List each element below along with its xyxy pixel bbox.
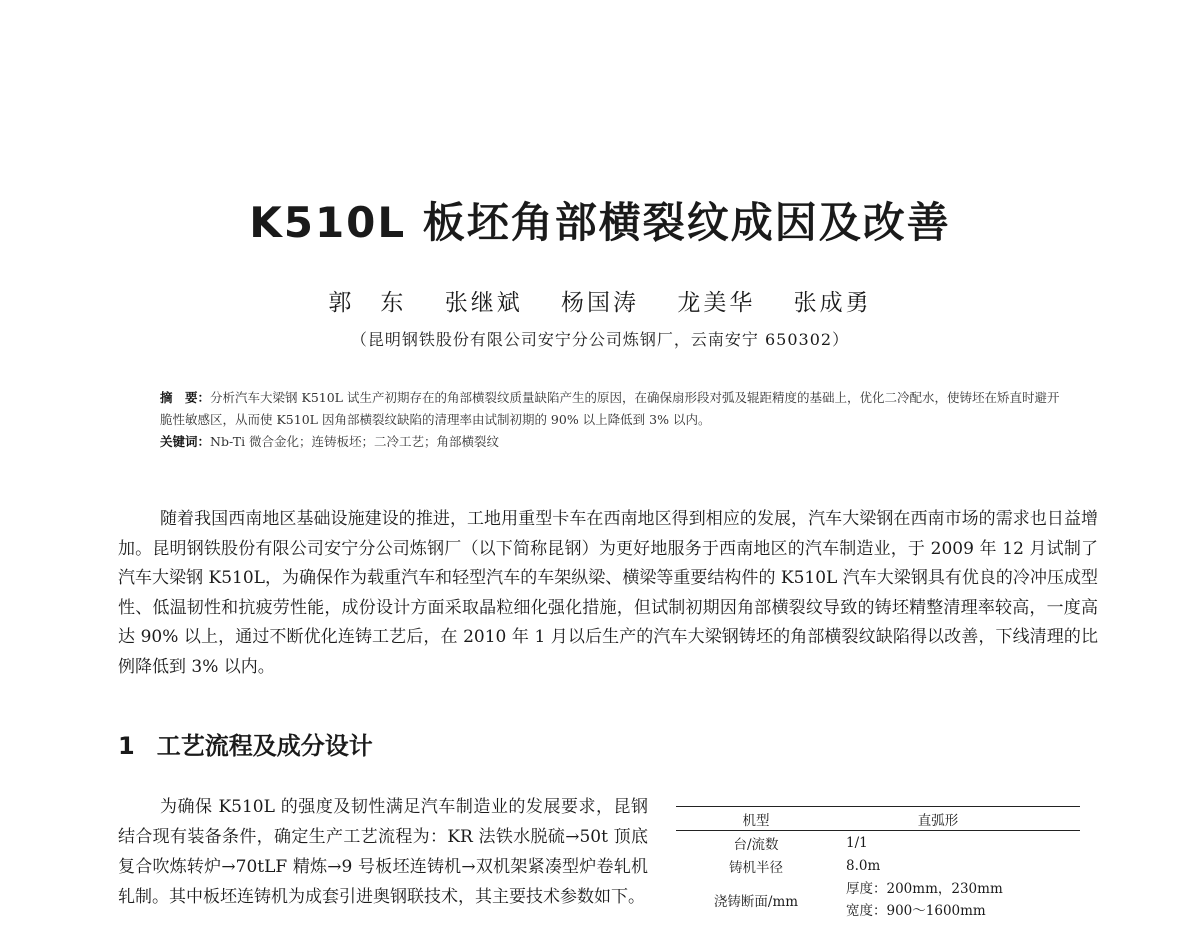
keywords-text: Nb-Ti 微合金化；连铸板坯；二冷工艺；角部横裂纹 (210, 434, 500, 449)
section-thickness: 厚度：200mm，230mm (846, 881, 1003, 897)
abstract-text: 分析汽车大梁钢 K510L 试生产初期存在的角部横裂纹质量缺陷产生的原因，在确保扇形段对弧及辊距精度的基础上，优化二冷配水，使铸坯在矫直时避开脆性敏感区，从而使 K510L 因角部横裂纹缺陷的清理率由试制初期的 90% 以上降低到 3% 以内。 (160, 390, 1060, 427)
table-header-label: 机型 (742, 812, 770, 829)
table-header-row (676, 807, 1080, 830)
table-cell-value: 1/1 (846, 834, 868, 851)
keywords (160, 431, 1060, 453)
table-cell-label: 铸机半径 (729, 859, 783, 876)
abstract (160, 387, 1060, 431)
abstract-block (160, 387, 1060, 453)
section-width: 宽度：900～1600mm (846, 903, 986, 919)
author: 张成勇 (793, 290, 872, 316)
author: 郭 东 (328, 290, 407, 316)
table-header-value: 直弧形 (917, 812, 959, 829)
table-row (676, 877, 1080, 923)
table-row (676, 854, 1080, 877)
section-paragraph: 为确保 K510L 的强度及韧性满足汽车制造业的发展要求，昆钢结合现有装备条件，确定生产工艺流程为：KR 法铁水脱硫→50t 顶底复合吹炼转炉→70tLF 精炼→9 号板坯连铸机→双机架紧凑型炉卷轧机轧制。其中板坯连铸机为成套引进奥钢联技术，其主要技术参数如下。 (118, 797, 648, 907)
table-cell-label: 浇铸断面/mm (713, 894, 799, 910)
paper-title: K510L 板坯角部横裂纹成因及改善 (249, 198, 951, 247)
author-list (0, 284, 1200, 317)
section-number: 1 (118, 732, 135, 760)
abstract-label: 摘 要： (160, 390, 211, 405)
section-heading (118, 726, 373, 761)
table-cell-value: 8.0m (846, 857, 881, 874)
author: 杨国涛 (561, 290, 639, 316)
author: 张继斌 (444, 290, 523, 316)
table-cell-value (836, 878, 1080, 922)
section-title: 工艺流程及成分设计 (156, 732, 373, 760)
affiliation: （昆明钢铁股份有限公司安宁分公司炼钢厂，云南安宁 650302） (350, 330, 850, 349)
author: 龙美华 (677, 290, 756, 316)
table-cell-label: 台/流数 (733, 836, 779, 853)
keywords-label: 关键词： (160, 434, 211, 449)
intro-paragraph: 随着我国西南地区基础设施建设的推进，工地用重型卡车在西南地区得到相应的发展，汽车大梁钢在西南市场的需求也日益增加。昆明钢铁股份有限公司安宁分公司炼钢厂（以下简称昆钢）为更好地服务于西南地区的汽车制造业，于 2009 年 12 月试制了汽车大梁钢 K510L，为确保作为载重汽车和轻型汽车的车架纵梁、横梁等重要结构件的 K510L 汽车大梁钢具有优良的冷冲压成型性、低温韧性和抗疲劳性能，成份设计方面采取晶粒细化强化措施，但试制初期因角部横裂纹导致的铸坯精整清理率较高，一度高达 90% 以上，通过不断优化连铸工艺后，在 2010 年 1 月以后生产的汽车大梁钢铸坯的角部横裂纹缺陷得以改善，下线清理的比例降低到 3% 以内。 (118, 509, 1098, 677)
caster-parameter-table (676, 806, 1080, 923)
table-row (676, 831, 1080, 854)
